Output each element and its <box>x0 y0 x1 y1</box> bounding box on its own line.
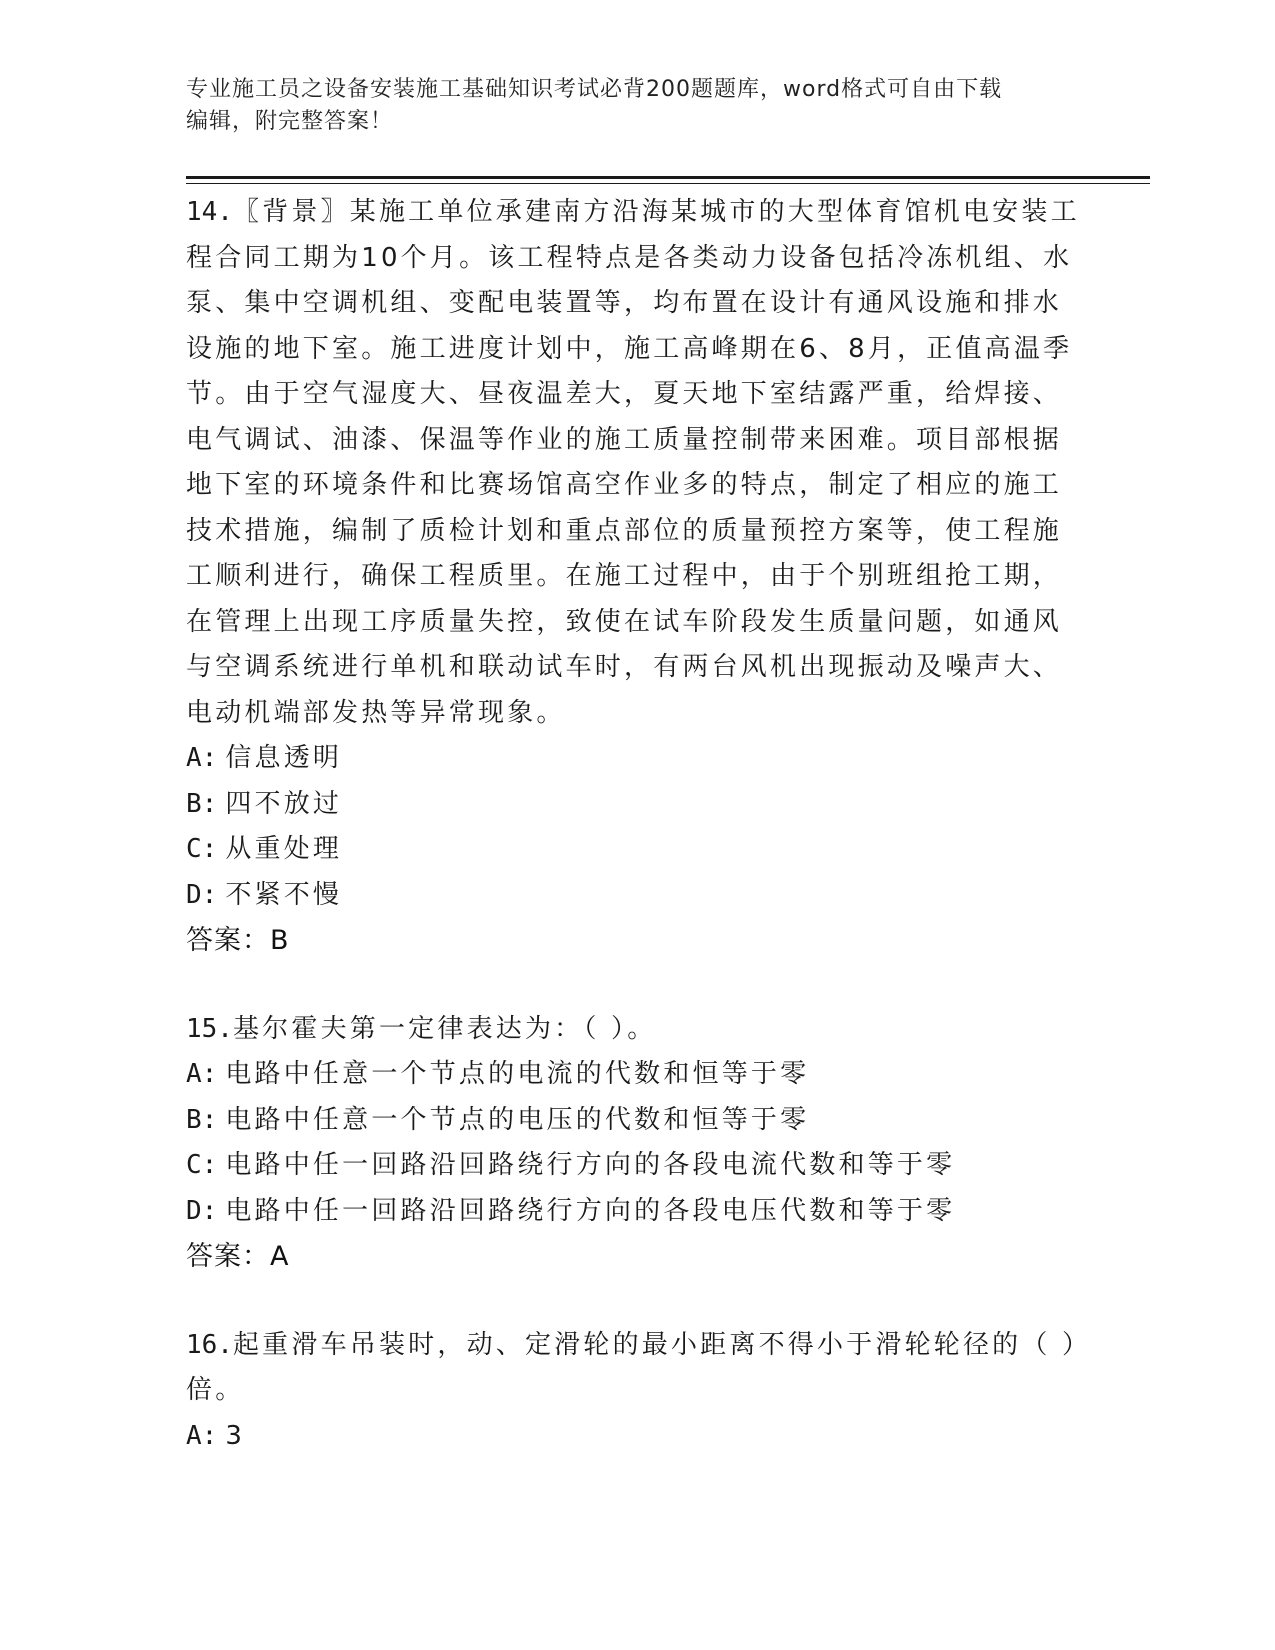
option-key: B: <box>186 1104 218 1135</box>
question-stem <box>186 1323 1081 1414</box>
option-text: 信息透明 <box>225 743 343 773</box>
header-divider-thick <box>186 176 1150 179</box>
option-key: B: <box>186 788 218 819</box>
option-key: A: <box>186 1420 218 1451</box>
question-stem <box>186 190 1081 736</box>
answer-line: 答案：B <box>186 925 290 956</box>
question-text: 〖背景〗某施工单位承建南方沿海某城市的大型体育馆机电安装工程合同工期为10个月。该工程特点是各类动力设备包括冷冻机组、水泵、集中空调机组、变配电装置等，均布置在设计有通风设施和排水设施的地下室。施工进度计划中，施工高峰期在6、8月，正值高温季节。由于空气湿度大、昼夜温差大，夏天地下室结露严重，给焊接、电气调试、油漆、保温等作业的施工质量控制带来困难。项目部根据地下室的环境条件和比赛场馆高空作业多的特点，制定了相应的施工技术措施，编制了质检计划和重点部位的质量预控方案等，使工程施工顺利进行，确保工程质里。在施工过程中，由于个别班组抢工期，在管理上出现工序质量失控，致使在试车阶段发生质量问题，如通风与空调系统进行单机和联动试车时，有两台风机出现振动及噪声大、电动机端部发热等异常现象。 <box>186 197 1080 728</box>
header-divider-thin <box>186 183 1150 184</box>
option-key: C: <box>186 834 218 864</box>
option-c <box>186 827 1081 873</box>
question-text: 起重滑车吊装时，动、定滑轮的最小距离不得小于滑轮轮径的（ ）倍。 <box>186 1329 1079 1405</box>
option-text: 从重处理 <box>225 834 343 864</box>
option-text: 电路中任一回路沿回路绕行方向的各段电流代数和等于零 <box>225 1150 956 1180</box>
question-number: 15. <box>186 1013 233 1044</box>
option-a <box>186 736 1081 782</box>
option-d <box>186 873 1081 919</box>
option-b <box>186 782 1081 828</box>
option-text: 四不放过 <box>225 788 343 819</box>
question-16 <box>186 1323 1081 1460</box>
question-spacer <box>186 964 1081 1007</box>
option-c <box>186 1143 1081 1189</box>
option-text: 电路中任一回路沿回路绕行方向的各段电压代数和等于零 <box>225 1195 956 1226</box>
option-key: C: <box>186 1150 218 1180</box>
option-d <box>186 1189 1081 1235</box>
question-number: 14. <box>186 197 233 227</box>
question-text: 基尔霍夫第一定律表达为：（ ）。 <box>232 1013 657 1044</box>
header-line-1: 专业施工员之设备安装施工基础知识考试必背200题题库，word格式可自由下载 <box>186 77 1003 102</box>
option-text: 电路中任意一个节点的电压的代数和恒等于零 <box>225 1104 810 1135</box>
option-text: 不紧不慢 <box>225 879 343 910</box>
option-key: A: <box>186 1059 218 1089</box>
option-a <box>186 1414 1081 1460</box>
option-key: A: <box>186 743 218 773</box>
question-15 <box>186 1007 1081 1280</box>
answer-line: 答案：A <box>186 1241 290 1272</box>
option-text: 电路中任意一个节点的电流的代数和恒等于零 <box>225 1059 810 1089</box>
question-14 <box>186 190 1081 964</box>
question-spacer <box>186 1280 1081 1323</box>
option-key: D: <box>186 1195 218 1226</box>
option-text: 3 <box>225 1420 246 1451</box>
header-line-2: 编辑，附完整答案！ <box>186 109 394 134</box>
document-header <box>186 74 1066 138</box>
question-list <box>186 190 1081 1459</box>
question-stem <box>186 1007 1081 1053</box>
question-number: 16. <box>186 1329 233 1360</box>
option-a <box>186 1052 1081 1098</box>
option-key: D: <box>186 879 218 910</box>
option-b <box>186 1098 1081 1144</box>
